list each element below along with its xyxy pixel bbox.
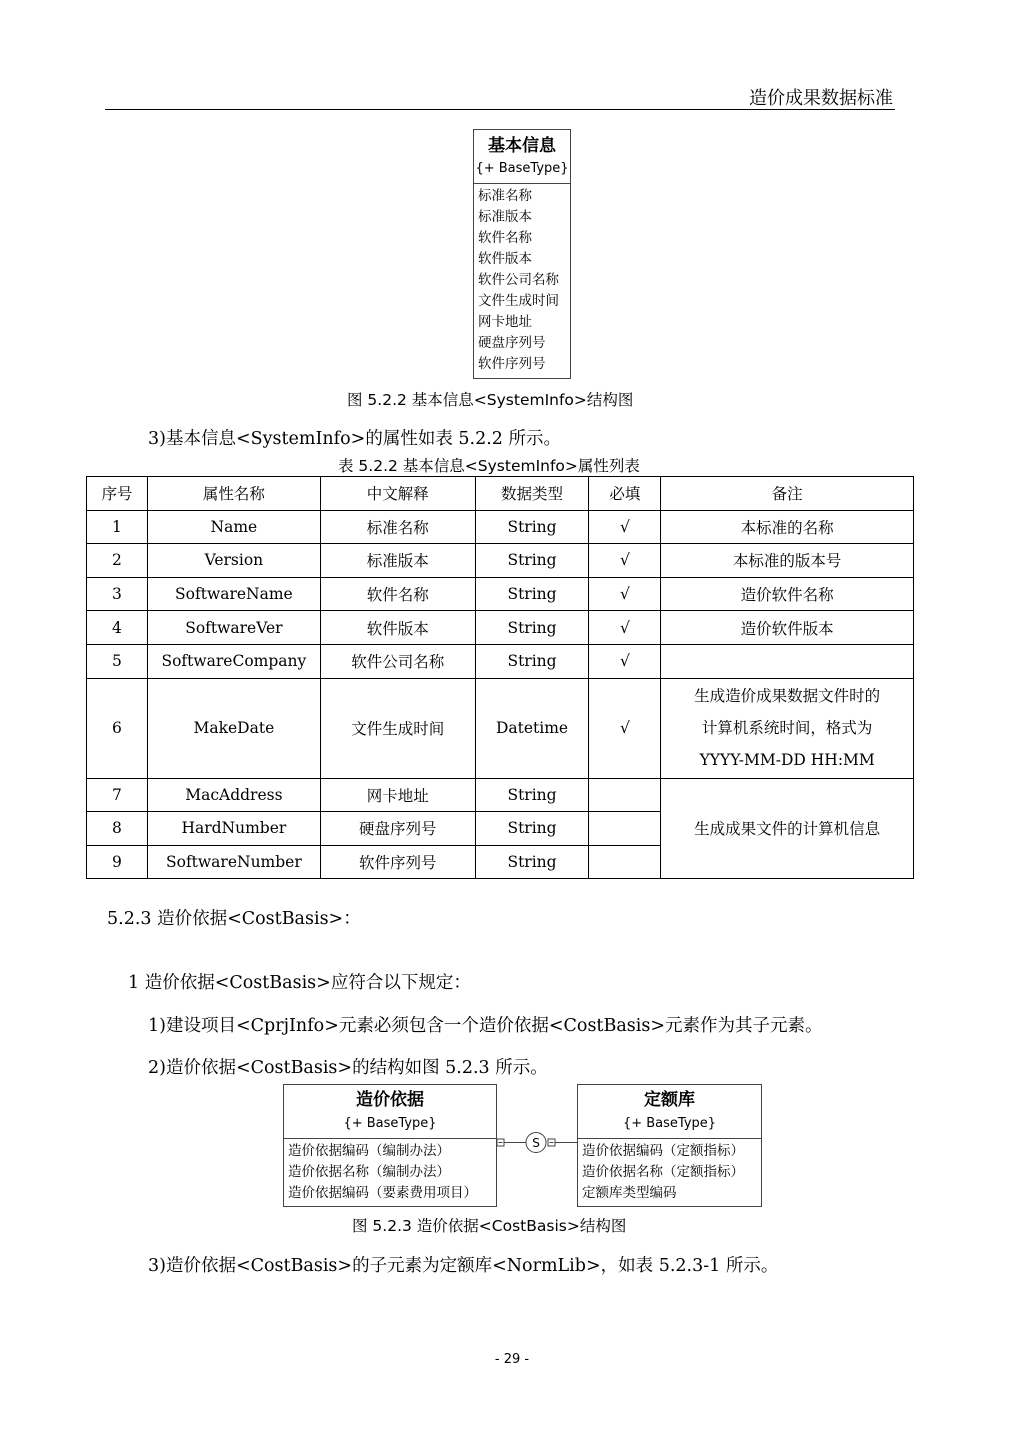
column-header: 必填 <box>589 477 661 511</box>
table-header-row <box>87 477 914 511</box>
table-cell: String <box>475 577 589 611</box>
column-header: 备注 <box>661 477 914 511</box>
running-header-title: 造价成果数据标准 <box>749 88 893 109</box>
rule-item: 2)造价依据<CostBasis>的结构如图 5.2.3 所示。 <box>148 1058 548 1078</box>
table-cell: String <box>475 812 589 846</box>
table-cell: 2 <box>87 544 148 578</box>
rule-title: 1 造价依据<CostBasis>应符合以下规定： <box>128 973 471 993</box>
attributes-table <box>86 476 914 879</box>
table-cell: String <box>475 845 589 879</box>
uml-attribute: 造价依据编码（编制办法） <box>288 1143 450 1159</box>
uml-class-header <box>284 1085 496 1139</box>
paragraph: 3)造价依据<CostBasis>的子元素为定额库<NormLib>，如表 5.2.3-1 所示。 <box>148 1256 779 1276</box>
table-cell: √ <box>589 611 661 645</box>
table-cell: String <box>475 778 589 812</box>
column-header: 属性名称 <box>147 477 320 511</box>
table-cell <box>589 778 661 812</box>
figure-caption: 图 5.2.2 基本信息<SystemInfo>结构图 <box>347 391 634 409</box>
section-heading: 5.2.3 造价依据<CostBasis>： <box>107 909 361 929</box>
table-row <box>87 577 914 611</box>
table-cell: HardNumber <box>147 812 320 846</box>
table-cell: 造价软件名称 <box>661 577 914 611</box>
header-rule <box>105 109 895 110</box>
table-cell: 网卡地址 <box>320 778 475 812</box>
table-cell: √ <box>589 544 661 578</box>
table-cell: 标准版本 <box>320 544 475 578</box>
table-cell: 4 <box>87 611 148 645</box>
page-number: - 29 - <box>494 1352 530 1367</box>
table-cell: 7 <box>87 778 148 812</box>
table-cell: 软件序列号 <box>320 845 475 879</box>
table-cell: 文件生成时间 <box>320 678 475 778</box>
table-cell: √ <box>589 644 661 678</box>
uml-class-header <box>474 130 570 184</box>
table-cell: 6 <box>87 678 148 778</box>
uml-attribute: 造价依据编码（定额指标） <box>582 1143 744 1159</box>
table-cell: 1 <box>87 510 148 544</box>
table-row <box>87 611 914 645</box>
table-cell: √ <box>589 577 661 611</box>
table-cell: 软件公司名称 <box>320 644 475 678</box>
column-header: 中文解释 <box>320 477 475 511</box>
table-cell: Version <box>147 544 320 578</box>
table-cell-remark-merged: 生成成果文件的计算机信息 <box>661 778 914 879</box>
uml-attribute: 网卡地址 <box>478 314 532 330</box>
table-cell: MakeDate <box>147 678 320 778</box>
connector-label: S <box>532 1136 540 1150</box>
uml-attribute-list <box>284 1139 496 1206</box>
uml-class-name: 定额库 <box>644 1090 695 1110</box>
uml-attribute: 硬盘序列号 <box>478 335 546 351</box>
remark-line: 计算机系统时间，格式为 <box>701 719 873 738</box>
uml-attribute-list <box>578 1139 761 1206</box>
table-cell-remark <box>661 678 914 778</box>
uml-attribute: 造价依据编码（要素费用项目） <box>288 1185 477 1201</box>
table-row <box>87 510 914 544</box>
table-cell: 8 <box>87 812 148 846</box>
table-cell: String <box>475 644 589 678</box>
uml-attribute: 文件生成时间 <box>478 293 559 309</box>
rule-item: 1)建设项目<CprjInfo>元素必须包含一个造价依据<CostBasis>元素作为其子元素。 <box>148 1016 823 1036</box>
table-cell: 软件名称 <box>320 577 475 611</box>
uml-attribute: 软件版本 <box>478 251 532 267</box>
table-row <box>87 778 914 812</box>
remark-line: 生成造价成果数据文件时的 <box>694 687 881 706</box>
table-cell: Name <box>147 510 320 544</box>
uml-class-norm-lib <box>577 1084 762 1207</box>
table-cell: String <box>475 510 589 544</box>
table-cell: 本标准的版本号 <box>661 544 914 578</box>
table-cell: SoftwareNumber <box>147 845 320 879</box>
uml-stereotype: {+ BaseType} <box>343 1116 437 1131</box>
uml-attribute: 软件公司名称 <box>478 272 559 288</box>
table-cell <box>589 845 661 879</box>
column-header: 数据类型 <box>475 477 589 511</box>
table-cell: 5 <box>87 644 148 678</box>
table-cell: 软件版本 <box>320 611 475 645</box>
uml-sequence-connector <box>495 1128 577 1160</box>
table-cell: 硬盘序列号 <box>320 812 475 846</box>
figure-caption: 图 5.2.3 造价依据<CostBasis>结构图 <box>352 1217 627 1235</box>
table-cell: 9 <box>87 845 148 879</box>
table-row <box>87 644 914 678</box>
uml-class-name: 基本信息 <box>488 136 556 156</box>
table-cell <box>589 812 661 846</box>
table-row <box>87 678 914 778</box>
uml-attribute-list <box>474 184 570 377</box>
table-cell <box>661 644 914 678</box>
table-cell: √ <box>589 678 661 778</box>
uml-stereotype: {+ BaseType} <box>622 1116 717 1131</box>
uml-class-header <box>578 1085 761 1139</box>
table-cell: 3 <box>87 577 148 611</box>
table-cell: 标准名称 <box>320 510 475 544</box>
paragraph: 3)基本信息<SystemInfo>的属性如表 5.2.2 所示。 <box>148 429 561 449</box>
table-cell: 本标准的名称 <box>661 510 914 544</box>
table-row <box>87 544 914 578</box>
remark-line: YYYY-MM-DD HH:MM <box>699 751 875 770</box>
table-cell: 造价软件版本 <box>661 611 914 645</box>
column-header: 序号 <box>87 477 148 511</box>
table-cell: SoftwareVer <box>147 611 320 645</box>
table-caption: 表 5.2.2 基本信息<SystemInfo>属性列表 <box>338 457 640 475</box>
table-cell: Datetime <box>475 678 589 778</box>
table-cell: String <box>475 611 589 645</box>
table-cell: SoftwareName <box>147 577 320 611</box>
uml-attribute: 标准版本 <box>478 209 532 225</box>
table-cell: MacAddress <box>147 778 320 812</box>
uml-attribute: 定额库类型编码 <box>582 1185 677 1201</box>
uml-class-name: 造价依据 <box>356 1090 424 1110</box>
table-cell: SoftwareCompany <box>147 644 320 678</box>
uml-attribute: 软件名称 <box>478 230 532 246</box>
uml-attribute: 造价依据名称（定额指标） <box>582 1164 744 1180</box>
table-cell: √ <box>589 510 661 544</box>
uml-class-cost-basis <box>283 1084 497 1207</box>
uml-class-system-info <box>473 129 571 379</box>
uml-attribute: 标准名称 <box>478 188 532 204</box>
uml-stereotype: {+ BaseType} <box>475 161 569 176</box>
uml-attribute: 软件序列号 <box>478 356 546 372</box>
table-cell: String <box>475 544 589 578</box>
uml-attribute: 造价依据名称（编制办法） <box>288 1164 450 1180</box>
